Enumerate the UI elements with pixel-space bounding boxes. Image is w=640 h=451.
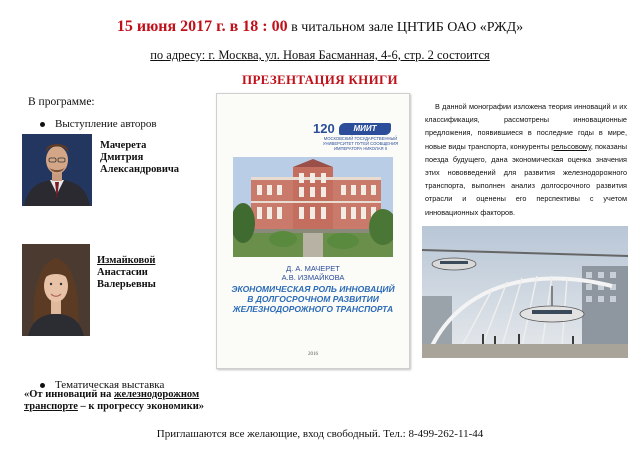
- description-underlined: рельсовому: [551, 141, 591, 151]
- cover-building-photo: [233, 157, 393, 257]
- event-title: ПРЕЗЕНТАЦИЯ КНИГИ: [242, 72, 398, 87]
- cover-university: МОСКОВСКИЙ ГОСУДАРСТВЕННЫЙ УНИВЕРСИТЕТ ПУТЕЙ СООБЩЕНИЯ ИМПЕРАТОРА НИКОЛАЯ II: [322, 136, 399, 151]
- program-label: В программе:: [28, 96, 95, 108]
- bullet-icon: [40, 383, 45, 388]
- cover-logo-badge: МИИТ: [339, 123, 391, 135]
- book-description: [425, 100, 627, 219]
- exhibition-title-part2: – к прогрессу экономики»: [77, 401, 205, 412]
- exhibition-title: [24, 389, 254, 413]
- exhibition-title-underlined: железнодорожном транспорте: [24, 389, 200, 412]
- exhibition-title-part1: «От инноваций на: [24, 389, 114, 400]
- headline: [0, 18, 640, 36]
- cover-author1: Д. А. МАЧЕРЕТ: [286, 264, 340, 273]
- author2-given-names: Анастасии Валерьевны: [97, 267, 156, 290]
- author1-name: Мачерета Дмитрия Александровича: [100, 140, 180, 175]
- description-part1: В данной монографии изложена теория инноваций и их классификация, рассмотрены инновационные предложения, появившиеся в последние годы в мире, новые виды транспорта, конкуренты: [425, 102, 627, 151]
- cover-logo: [313, 121, 403, 149]
- cover-year: 2016: [308, 352, 318, 357]
- cover-anniversary: 120: [313, 121, 335, 136]
- event-date-time: 15 июня 2017 г. в 18 : 00: [116, 18, 288, 35]
- book-cover: [216, 93, 410, 369]
- cover-authors: [217, 264, 409, 282]
- author2-photo: [22, 244, 90, 336]
- invitation-line: Приглашаются все желающие, вход свободный. Тел.: 8-499-262-11-44: [156, 428, 484, 440]
- author2-surname: Измайковой: [97, 255, 156, 266]
- program-item-authors: [40, 118, 157, 130]
- event-venue: в читальном зале ЦНТИБ ОАО «РЖД»: [291, 20, 524, 35]
- program-item-exhibition-label: Тематическая выставка: [55, 379, 165, 391]
- future-transport-image: [422, 226, 628, 358]
- program-item-authors-label: Выступление авторов: [55, 118, 157, 130]
- description-part2: , показаны поезда будущего, дана экономическая оценка значения этих нововведений для развития железнодорожного транспорта, выполнен анализ долгосрочного развития отрасли и оценены его перспективы с учетом инновационных факторов.: [425, 141, 627, 217]
- author1-photo: [22, 134, 92, 206]
- author2-name: [97, 255, 156, 291]
- cover-book-title: ЭКОНОМИЧЕСКАЯ РОЛЬ ИННОВАЦИЙ В ДОЛГОСРОЧНОМ РАЗВИТИИ ЖЕЛЕЗНОДОРОЖНОГО ТРАНСПОРТА: [231, 284, 395, 314]
- cover-author2: А.В. ИЗМАЙКОВА: [281, 273, 345, 282]
- event-address: по адресу: г. Москва, ул. Новая Басманная, 4-6, стр. 2 состоится: [150, 48, 490, 62]
- bullet-icon: [40, 122, 45, 127]
